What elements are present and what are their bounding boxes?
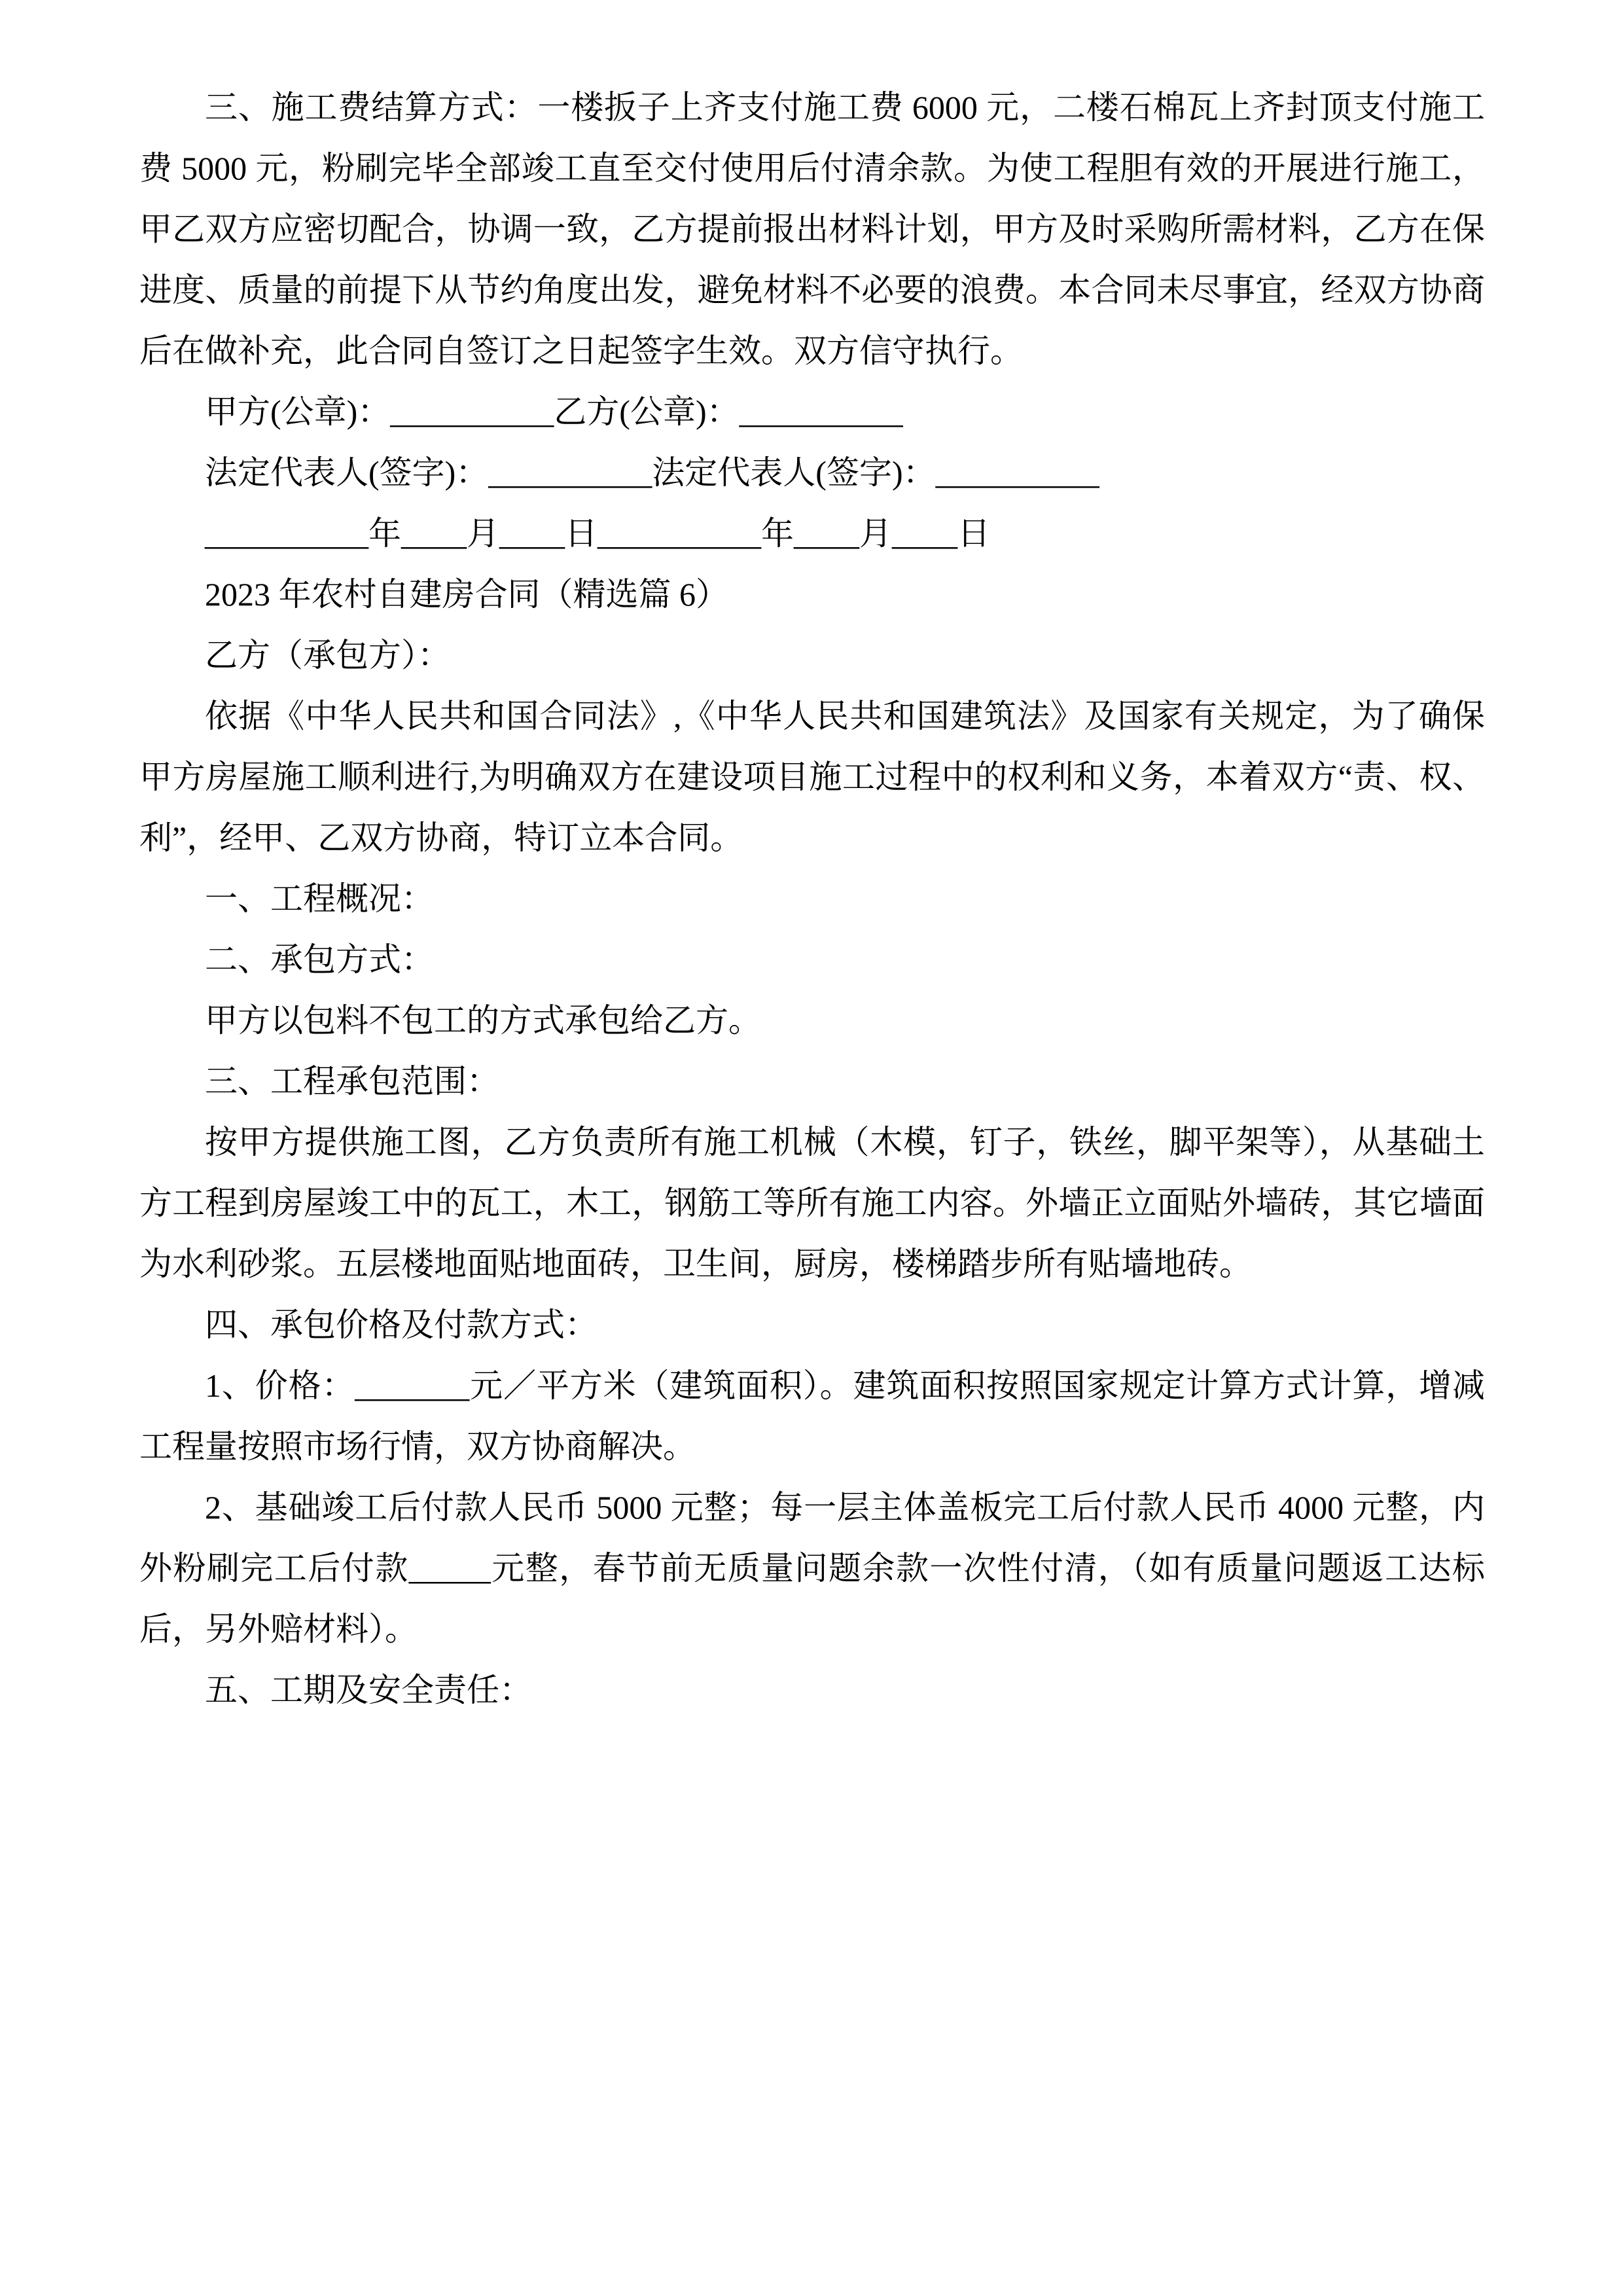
paragraph: 甲方(公章)：__________乙方(公章)：__________ (205, 393, 903, 430)
paragraph: 2023 年农村自建房合同（精选篇 6） (205, 576, 728, 613)
paragraph: __________年____月____日__________年____月____日 (205, 515, 990, 552)
paragraph: 按甲方提供施工图，乙方负责所有施工机械（木模，钉子，铁丝，脚平架等），从基础土方工程到房屋竣工中的瓦工，木工，钢筋工等所有施工内容。外墙正立面贴外墙砖，其它墙面为水利砂浆。五层楼地面贴地面砖，卫生间，厨房，楼梯踏步所有贴墙地砖。 (139, 1124, 1485, 1282)
paragraph: 乙方（承包方）： (205, 637, 450, 673)
paragraph: 2、基础竣工后付款人民币 5000 元整；每一层主体盖板完工后付款人民币 4000 元整，内外粉刷完工后付款_____元整，春节前无质量问题余款一次性付清，（如有质量问题返工达标后，另外赔材料）。 (139, 1489, 1485, 1647)
paragraph: 五、工期及安全责任： (205, 1672, 532, 1708)
paragraph: 二、承包方式： (205, 941, 434, 978)
paragraph: 法定代表人(签字)：__________法定代表人(签字)：__________ (205, 454, 1099, 491)
paragraph: 四、承包价格及付款方式： (205, 1306, 597, 1343)
paragraph: 三、工程承包范围： (205, 1063, 499, 1100)
paragraph: 一、工程概况： (205, 880, 434, 917)
paragraph: 1、价格：_______元／平方米（建筑面积）。建筑面积按照国家规定计算方式计算，增减工程量按照市场行情，双方协商解决。 (139, 1367, 1485, 1465)
document-body (139, 77, 1485, 1721)
paragraph: 三、施工费结算方式：一楼扳子上齐支付施工费 6000 元，二楼石棉瓦上齐封顶支付施工费 5000 元，粉刷完毕全部竣工直至交付使用后付清余款。为使工程胆有效的开展进行施工，甲乙双方应密切配合，协调一致，乙方提前报出材料计划，甲方及时采购所需材料，乙方在保进度、质量的前提下从节约角度出发，避免材料不必要的浪费。本合同未尽事宜，经双方协商后在做补充，此合同自签订之日起签字生效。双方信守执行。 (139, 89, 1485, 369)
paragraph: 依据《中华人民共和国合同法》,《中华人民共和国建筑法》及国家有关规定，为了确保甲方房屋施工顺利进行,为明确双方在建设项目施工过程中的权利和义务，本着双方“责、权、利”，经甲、乙双方协商，特订立本合同。 (139, 698, 1485, 856)
paragraph: 甲方以包料不包工的方式承包给乙方。 (205, 1002, 761, 1039)
